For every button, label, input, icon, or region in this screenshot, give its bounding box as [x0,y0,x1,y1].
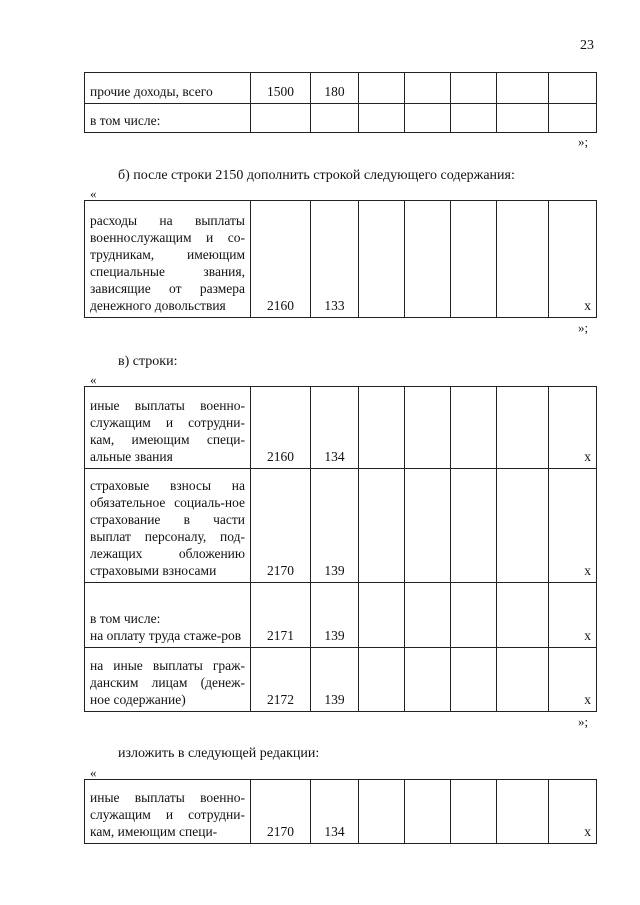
empty-cell [359,387,405,469]
row-description: на иные выплаты граж-данским лицам (денеж-ное содержание) [85,648,251,712]
empty-cell [359,469,405,583]
row-code: 2171 [251,583,311,648]
table-row [85,780,597,844]
row-kosgu: 133 [311,201,359,318]
paragraph-izlozhit: изложить в следующей редакции: [118,746,320,761]
empty-cell [359,73,405,104]
row-kosgu: 134 [311,780,359,844]
empty-cell [451,583,497,648]
empty-cell [451,387,497,469]
table-row [85,73,597,104]
row-code: 2172 [251,648,311,712]
row-description: в том числе: на оплату труда стаже-ров [85,583,251,648]
row-mark: x [549,201,597,318]
row-code: 1500 [251,73,311,104]
budget-table-rows [84,386,597,712]
paragraph-b: б) после строки 2150 дополнить строкой следующего содержания: [118,168,515,183]
empty-cell [359,780,405,844]
closing-quote: »; [578,714,589,729]
row-mark: x [549,387,597,469]
empty-cell [405,73,451,104]
table-row [85,583,597,648]
empty-cell [497,387,549,469]
row-mark [549,73,597,104]
opening-quote: « [90,765,97,780]
empty-cell [451,104,497,133]
row-mark: x [549,648,597,712]
row-description: иные выплаты военно-служащим и сотрудни-кам, имеющим специ- [85,780,251,844]
row-kosgu: 139 [311,648,359,712]
empty-cell [359,583,405,648]
paragraph-v: в) строки: [118,354,178,369]
empty-cell [451,469,497,583]
empty-cell [497,201,549,318]
empty-cell [497,73,549,104]
budget-table-income [84,72,597,133]
row-mark: x [549,469,597,583]
table-row [85,201,597,318]
empty-cell [405,201,451,318]
empty-cell [497,104,549,133]
opening-quote: « [90,372,97,387]
closing-quote: »; [578,134,589,149]
row-kosgu: 139 [311,469,359,583]
row-kosgu: 180 [311,73,359,104]
table-row [85,104,597,133]
row-code [251,104,311,133]
empty-cell [497,583,549,648]
empty-cell [359,104,405,133]
row-description: расходы на выплаты военнослужащим и со-трудникам, имеющим специальные звания, зависящие от размера денежного довольствия [85,201,251,318]
row-description: прочие доходы, всего [85,73,251,104]
page-number: 23 [580,38,594,53]
row-code: 2170 [251,469,311,583]
row-kosgu: 134 [311,387,359,469]
table-row [85,648,597,712]
empty-cell [451,73,497,104]
row-code: 2170 [251,780,311,844]
row-description: страховые взносы на обязательное социаль-ное страхование в части выплат персоналу, под-лежащих обложению страховыми взносами [85,469,251,583]
closing-quote: »; [578,320,589,335]
row-mark [549,104,597,133]
row-mark: x [549,780,597,844]
empty-cell [451,780,497,844]
row-code: 2160 [251,387,311,469]
row-description: в том числе: [85,104,251,133]
empty-cell [497,780,549,844]
empty-cell [405,104,451,133]
table-row [85,469,597,583]
empty-cell [405,583,451,648]
empty-cell [359,201,405,318]
empty-cell [451,201,497,318]
empty-cell [451,648,497,712]
row-kosgu: 139 [311,583,359,648]
empty-cell [497,469,549,583]
empty-cell [405,387,451,469]
empty-cell [405,780,451,844]
row-code: 2160 [251,201,311,318]
row-kosgu [311,104,359,133]
empty-cell [405,469,451,583]
row-description: иные выплаты военно-служащим и сотрудни-кам, имеющим специ-альные звания [85,387,251,469]
budget-table-new-edition [84,779,597,844]
opening-quote: « [90,186,97,201]
empty-cell [405,648,451,712]
empty-cell [359,648,405,712]
table-row [85,387,597,469]
row-mark: x [549,583,597,648]
budget-table-insert [84,200,597,318]
empty-cell [497,648,549,712]
